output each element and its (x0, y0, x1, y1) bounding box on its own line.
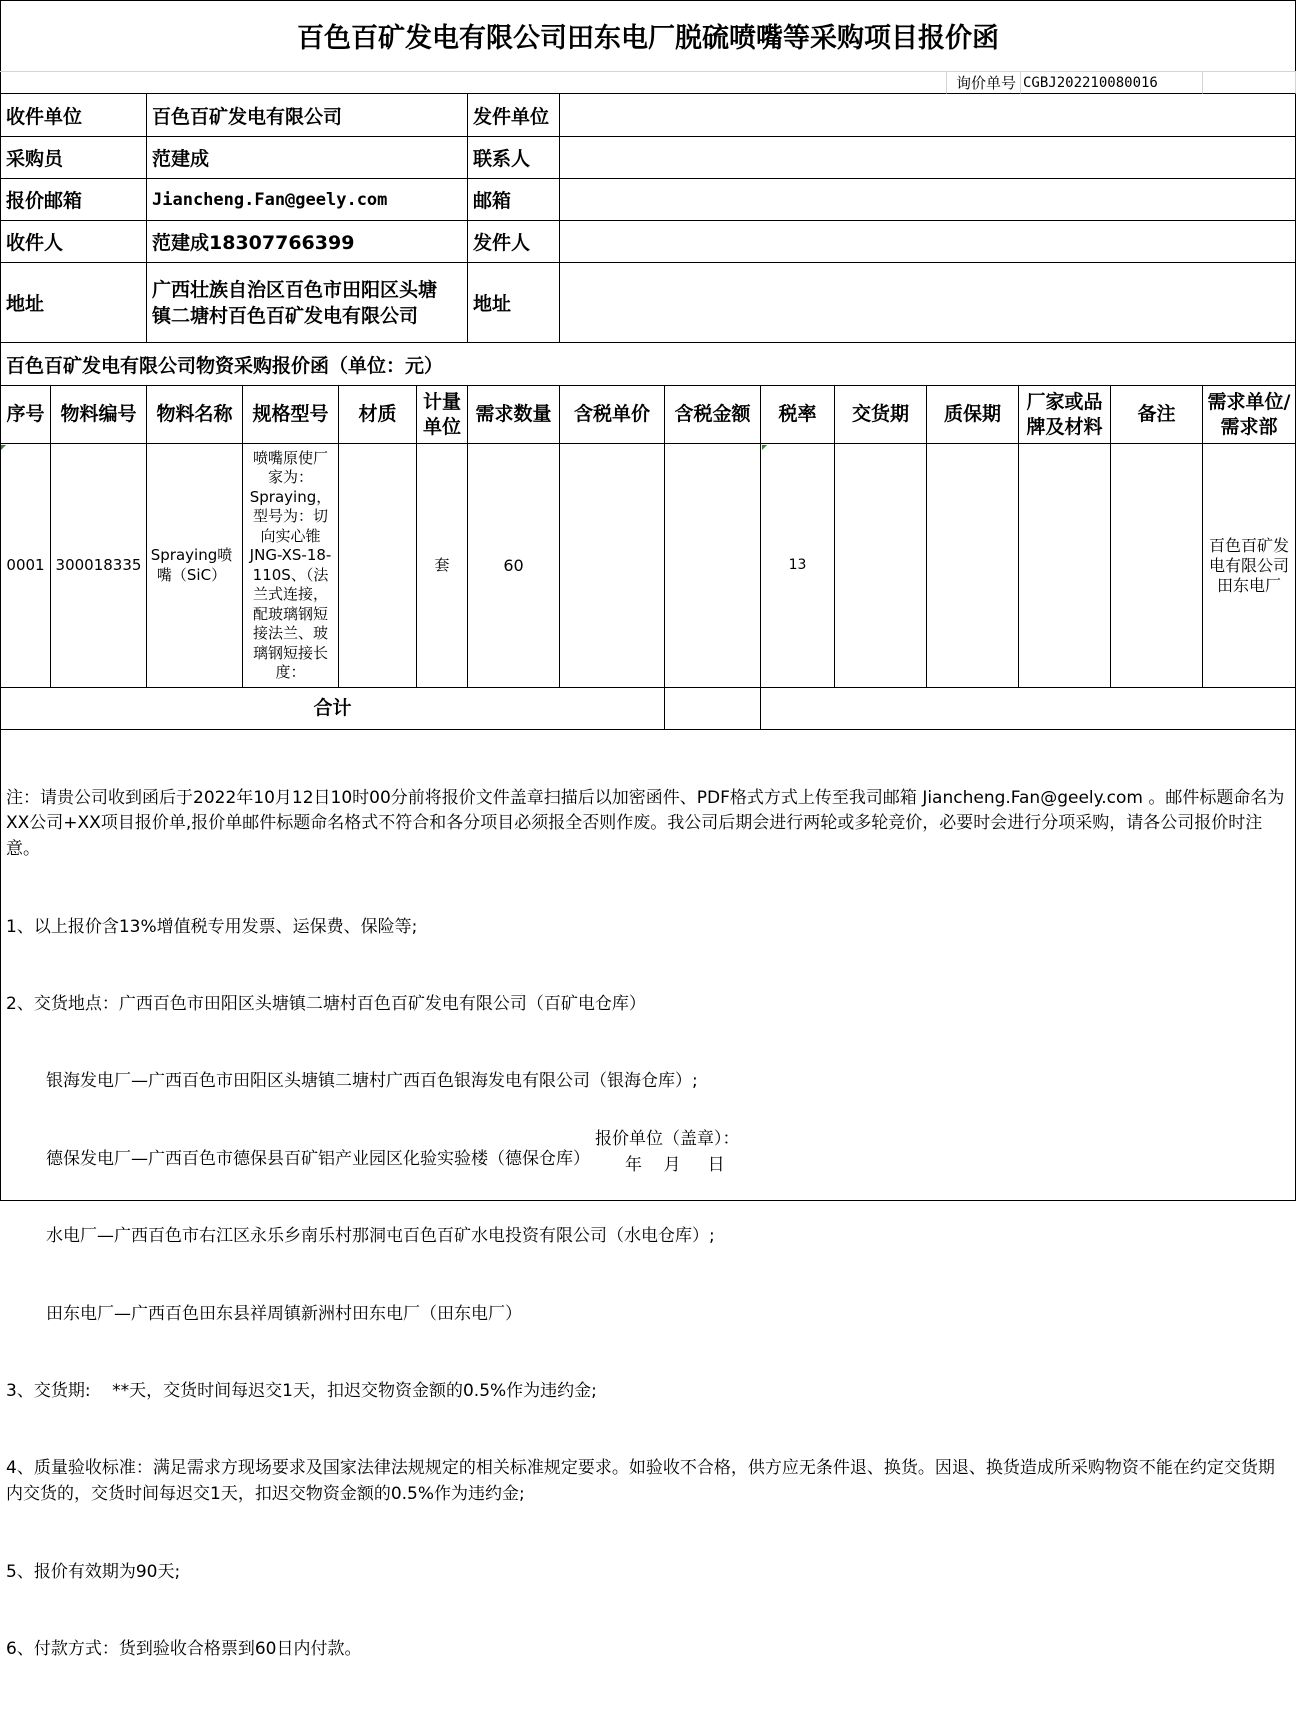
col-spec: 规格型号 (243, 386, 339, 444)
stamp-label: 报价单位（盖章）： (595, 1129, 740, 1149)
buyer-label: 采购员 (0, 137, 147, 179)
email-value (560, 179, 1296, 221)
cell-unit: 套 (417, 444, 468, 688)
notes-intro: 注：请贵公司收到函后于2022年10月12日10时00分前将报价文件盖章扫描后以加密函件、PDF格式方式上传至我司邮箱 Jiancheng.Fan@geely.com 。邮件标题命名为XX公司+XX项目报价单,报价单邮件标题命名格式不符合和各分项目必须报全否则作废。我公司后期会进行两轮或多轮竞价，必要时会进行分项采购，请各公司报价时注意。 (6, 787, 1285, 860)
cell-material-name: Spraying喷嘴（SiC） (147, 444, 243, 688)
cell-warranty (927, 444, 1019, 688)
notes-item-3: 3、交货期: **天，交货时间每迟交1天，扣迟交物资金额的0.5%作为违约金; (6, 1380, 597, 1401)
address-value: 广西壮族自治区百色市田阳区头塘镇二塘村百色百矿发电有限公司 (147, 263, 468, 343)
notes-item-2a: 银海发电厂—广西百色市田阳区头塘镇二塘村广西百色银海发电有限公司（银海仓库）; (46, 1071, 698, 1092)
notes-item-2b: 德保发电厂—广西百色市德保县百矿铝产业园区化验实验楼（德保仓库） (46, 1148, 590, 1169)
inquiry-number: CGBJ202210080016 (1021, 72, 1203, 94)
contact-value (560, 137, 1296, 179)
notes-item-2: 2、交货地点：广西百色市田阳区头塘镇二塘村百色百矿发电有限公司（百矿电仓库） (6, 993, 646, 1014)
total-label: 合计 (0, 688, 665, 730)
address-label: 地址 (0, 263, 147, 343)
col-remark: 备注 (1111, 386, 1203, 444)
notes-item-2d: 田东电厂—广西百色田东县祥周镇新洲村田东电厂（田东电厂） (46, 1303, 522, 1324)
cell-remark (1111, 444, 1203, 688)
notes-item-2c: 水电厂—广西百色市右江区永乐乡南乐村那洞屯百色百矿水电投资有限公司（水电仓库）; (46, 1226, 715, 1247)
inquiry-label: 询价单号 (947, 72, 1021, 94)
col-unit: 计量单位 (417, 386, 468, 444)
total-amount (665, 688, 761, 730)
cell-spec: 喷嘴原使厂家为：Spraying，型号为：切向实心锥JNG-XS-18-110S、（法兰式连接，配玻璃钢短接法兰、玻璃钢短接长度： (243, 444, 339, 688)
date-label: 年 月 日 (625, 1155, 725, 1175)
buyer-value: 范建成 (147, 137, 468, 179)
notes-item-4: 4、质量验收标准：满足需求方现场要求及国家法律法规规定的相关标准规定要求。如验收不合格，供方应无条件退、换货。因退、换货造成所采购物资不能在约定交货期内交货的，交货时间每迟交1天，扣迟交物资金额的0.5%作为违约金; (6, 1458, 1275, 1505)
cell-brand (1019, 444, 1111, 688)
col-demand-unit: 需求单位/需求部 (1203, 386, 1296, 444)
cell-seq: 0001 (0, 444, 51, 688)
col-brand: 厂家或品牌及材料 (1019, 386, 1111, 444)
quote-email-label: 报价邮箱 (0, 179, 147, 221)
sender-unit-label: 发件单位 (468, 94, 560, 137)
sender-address-value (560, 263, 1296, 343)
cell-qty: 60 (468, 444, 560, 688)
sender-label: 发件人 (468, 221, 560, 263)
notes-item-6: 6、付款方式：货到验收合格票到60日内付款。 (6, 1638, 362, 1659)
section-title: 百色百矿发电有限公司物资采购报价函（单位：元） (0, 343, 1296, 386)
recipient-unit-label: 收件单位 (0, 94, 147, 137)
cell-material-code: 300018335 (51, 444, 147, 688)
col-amount: 含税金额 (665, 386, 761, 444)
col-warranty: 质保期 (927, 386, 1019, 444)
receiver-label: 收件人 (0, 221, 147, 263)
recipient-unit-value: 百色百矿发电有限公司 (147, 94, 468, 137)
col-delivery: 交货期 (835, 386, 927, 444)
total-rest (761, 688, 1296, 730)
notes-item-5: 5、报价有效期为90天; (6, 1561, 181, 1582)
col-unit-price: 含税单价 (560, 386, 665, 444)
cell-material (339, 444, 417, 688)
inquiry-tail (1203, 72, 1296, 94)
inquiry-spacer (0, 72, 947, 94)
col-material-name: 物料名称 (147, 386, 243, 444)
col-tax-rate: 税率 (761, 386, 835, 444)
quote-email-value: Jiancheng.Fan@geely.com (147, 179, 468, 221)
cell-flag-icon (1, 445, 6, 450)
col-material-code: 物料编号 (51, 386, 147, 444)
document-title: 百色百矿发电有限公司田东电厂脱硫喷嘴等采购项目报价函 (0, 0, 1296, 72)
cell-tax-rate: 13 (761, 444, 835, 688)
cell-amount (665, 444, 761, 688)
sender-unit-value (560, 94, 1296, 137)
col-qty: 需求数量 (468, 386, 560, 444)
cell-tax-flag-icon (762, 445, 767, 450)
col-material: 材质 (339, 386, 417, 444)
col-seq: 序号 (0, 386, 51, 444)
cell-demand-unit: 百色百矿发电有限公司田东电厂 (1203, 444, 1296, 688)
email-label: 邮箱 (468, 179, 560, 221)
notes-item-1: 1、以上报价含13%增值税专用发票、运保费、保险等; (6, 916, 418, 937)
contact-label: 联系人 (468, 137, 560, 179)
sender-value (560, 221, 1296, 263)
receiver-value: 范建成18307766399 (147, 221, 468, 263)
cell-unit-price (560, 444, 665, 688)
cell-delivery (835, 444, 927, 688)
sender-address-label: 地址 (468, 263, 560, 343)
